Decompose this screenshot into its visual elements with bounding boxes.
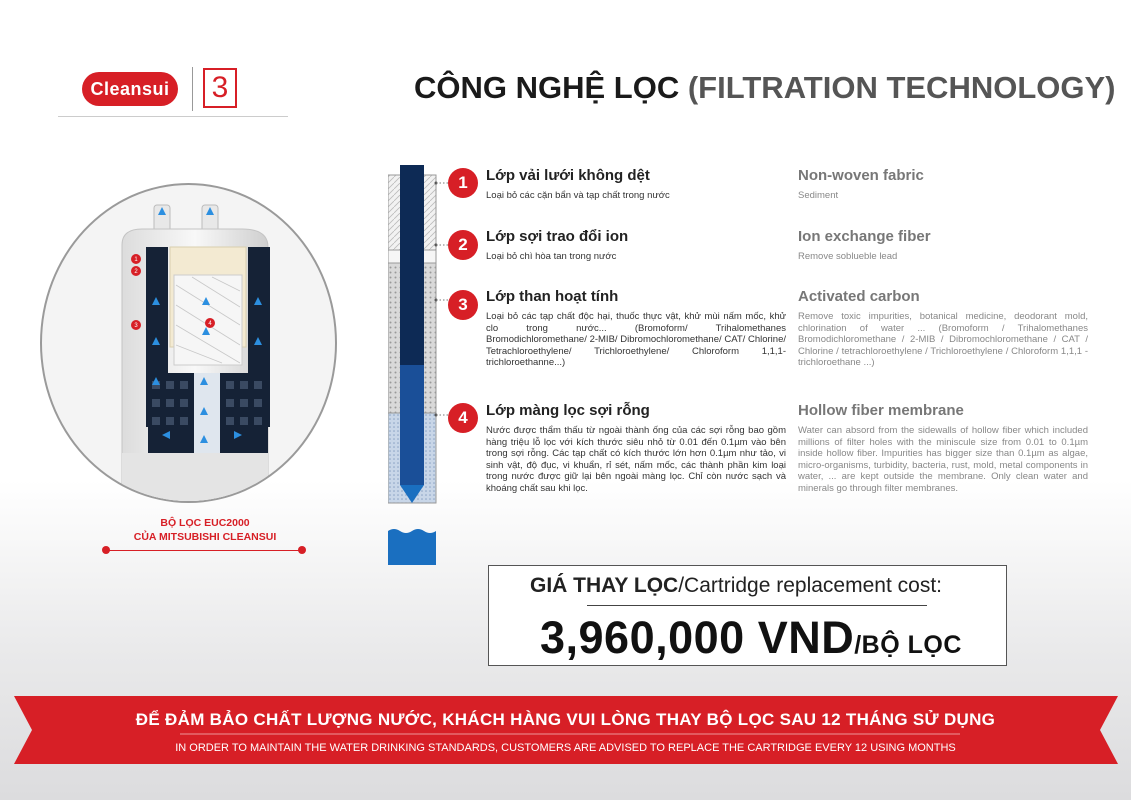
layer-2-desc-en: Remove soblueble lead xyxy=(798,251,898,262)
page-number: 3 xyxy=(203,68,237,108)
layer-4-desc-vn: Nước được thẩm thấu từ ngoài thành ống của các sợi rỗng bao gồm hàng triệu lỗ lọc với kích thước siêu nhỏ từ 0.01 đến 0.1µm vào bên trong sợi rỗng. Các tạp chất có kích thước lớn hơn 0.1µm như tảo, vi sinh vật, độ đục, vi khuẩn, rỉ sét, nấm mốc, các thành phần kim loại trong nước được giữ lại bên ngoài màng lọc. Chỉ còn nước sạch và khoáng chất sau khi lọc. xyxy=(486,425,786,494)
page-title-en: (FILTRATION TECHNOLOGY) xyxy=(687,70,1116,105)
layer-4-number: 4 xyxy=(448,403,478,433)
marker-4: 4 xyxy=(208,321,212,327)
notice-banner xyxy=(0,688,1131,772)
layer-3-title-vn: Lớp than hoạt tính xyxy=(486,288,619,305)
filtration-column-graphic xyxy=(388,165,448,565)
layer-3-desc-en: Remove toxic impurities, botanical medicine, deodorant mold, chlorination of water ... (Bromoform / Trihalomethanes Bromodichloromethane / 2-MIB / Dibromochloromethane / CAT / Chlorine / tetrachloroethylene / Trichloroethylene / Chloroform 1,1,1 -trichloroethane ...) xyxy=(798,311,1088,368)
cartridge-illustration xyxy=(40,183,337,503)
header-rule xyxy=(58,116,288,117)
caption-dot-left xyxy=(102,546,110,554)
cartridge-cutaway-graphic xyxy=(42,185,337,503)
price-amount: 3,960,000 VND xyxy=(540,612,855,663)
price-rule xyxy=(587,605,927,606)
marker-1: 1 xyxy=(134,257,138,263)
marker-3: 3 xyxy=(134,323,138,329)
layer-4-title-en: Hollow fiber membrane xyxy=(798,402,964,419)
filtration-column xyxy=(388,165,448,570)
price-label-vn: GIÁ THAY LỌC xyxy=(530,574,679,597)
caption-dot-right xyxy=(298,546,306,554)
layer-1-desc-en: Sediment xyxy=(798,190,839,201)
notice-banner-graphic xyxy=(0,688,1131,772)
layer-2-desc-vn: Loại bỏ chì hòa tan trong nước xyxy=(486,251,617,262)
page-title-vn: CÔNG NGHỆ LỌC xyxy=(414,70,680,105)
layer-2-title-vn: Lớp sợi trao đổi ion xyxy=(486,228,629,245)
price-label-en: /Cartridge replacement cost: xyxy=(678,574,942,597)
price-value xyxy=(540,612,962,664)
product-caption xyxy=(100,516,310,544)
marker-2: 2 xyxy=(134,269,138,275)
price-unit: /BỘ LỌC xyxy=(854,631,962,659)
layer-3-desc-vn: Loại bỏ các tạp chất độc hại, thuốc thực vật, khử mùi nấm mốc, khử clo trong nước... (Bromoform/ Trihalomethanes Bromodichloromethane/ 2-MIB/ Dibromochloromethane/ CAT/ Chlorine/ Tetrachloroethylene/ Trichloroethylene/ Chloroform 1,1,1-trichloroethanne...) xyxy=(486,311,786,368)
layer-1-title-en: Non-woven fabric xyxy=(798,167,924,184)
price-label xyxy=(530,574,942,598)
layer-2-number: 2 xyxy=(448,230,478,260)
notice-banner-title: ĐỂ ĐẢM BẢO CHẤT LƯỢNG NƯỚC, KHÁCH HÀNG VUI LÒNG THAY BỘ LỌC SAU 12 THÁNG SỬ DỤNG xyxy=(135,710,996,729)
product-caption-line1: BỘ LỌC EUC2000 xyxy=(160,517,250,529)
layer-1-desc-vn: Loại bỏ các cặn bẩn và tạp chất trong nước xyxy=(486,190,670,201)
layer-3-number: 3 xyxy=(448,290,478,320)
page-title xyxy=(414,70,1116,106)
layer-4-desc-en: Water can absord from the sidewalls of hollow fiber which included millions of filter holes with the miniscule size from 0.01 to 0.1µm inside hollow fiber. Impurities has bigger size than 0.1µm as algae, micro-organisms, turbidity, bacteria, rust, mold, metal components in water, ... are kept outside the membrane. Only clean water and minerals go through filter membranes. xyxy=(798,425,1088,494)
notice-banner-subtitle: IN ORDER TO MAINTAIN THE WATER DRINKING STANDARDS, CUSTOMERS ARE ADVISED TO REPLACE THE CARTRIDGE EVERY 12 USING MONTHS xyxy=(175,742,956,754)
logo-divider xyxy=(192,67,193,111)
layer-3-title-en: Activated carbon xyxy=(798,288,920,305)
layer-4-title-vn: Lớp màng lọc sợi rỗng xyxy=(486,402,650,419)
cleansui-logo: Cleansui xyxy=(82,72,178,106)
caption-line xyxy=(105,550,303,551)
product-caption-line2: CỦA MITSUBISHI CLEANSUI xyxy=(133,531,277,543)
layer-1-title-vn: Lớp vải lưới không dệt xyxy=(486,167,650,184)
layer-1-number: 1 xyxy=(448,168,478,198)
layer-2-title-en: Ion exchange fiber xyxy=(798,228,931,245)
